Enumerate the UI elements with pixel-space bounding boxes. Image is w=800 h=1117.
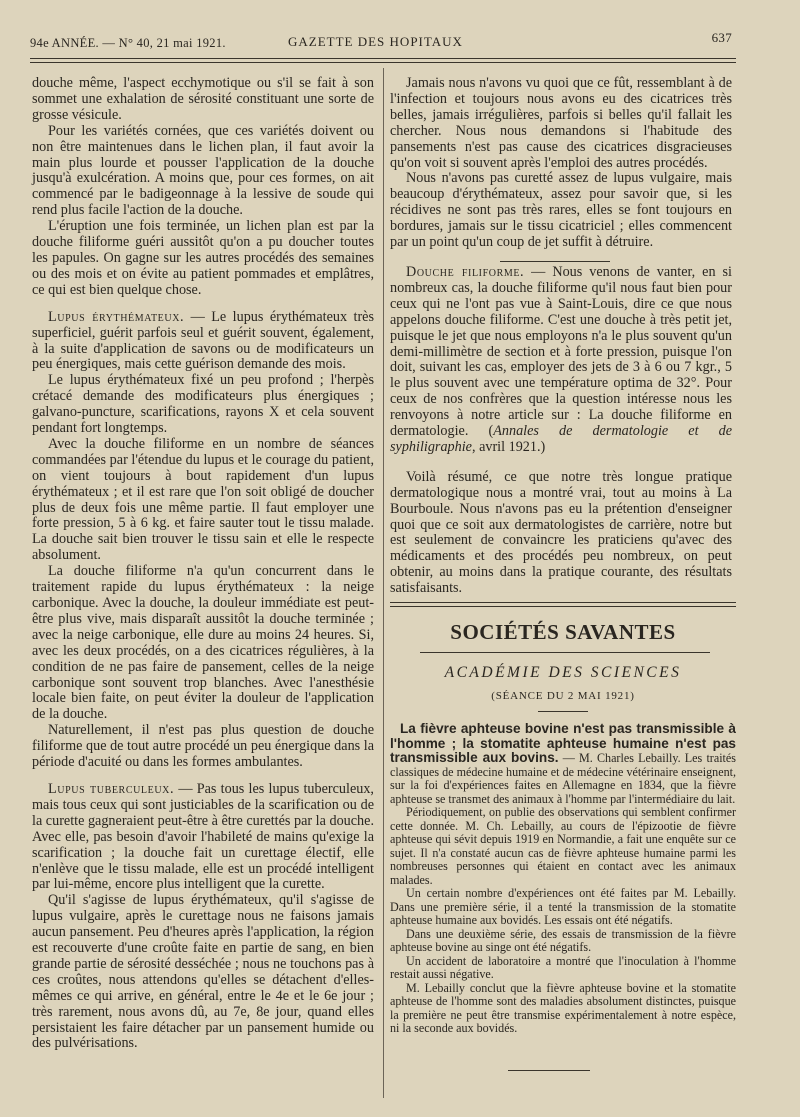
academy-report [390, 722, 736, 1036]
header-rule [30, 58, 736, 59]
paragraph: Un certain nombre d'expériences ont été faites par M. Lebailly. Dans une première série, il a tenté la transmission de la stomatite aphteuse humaine aux bovidés. Les essais ont été négatifs. [390, 886, 736, 927]
report-title: La fièvre aphteuse bovine n'est pas transmissible à l'homme ; la stomatite aphteuse humaine n'est pas transmissible aux bovins. [390, 721, 736, 765]
paragraph: Le lupus érythémateux fixé un peu profond ; l'herpès crétacé demande des modificateurs plus énergiques ; galvano-puncture, scarifications, rayons X et cela souvent pendant fort longtemps. [32, 372, 374, 437]
paragraph: Périodiquement, on publie des observations qui semblent confirmer cette donnée. M. Ch. Lebailly, au cours de l'épizootie de fièvre aphteuse qui sévit depuis 1919 en Normandie, a fait une enquête sur ce sujet. Il n'a constaté aucun cas de fièvre aphteuse humaine parmi les nombreuses personnes qui étaient en contact avec les animaux malades. [390, 805, 736, 887]
paragraph: Jamais nous n'avons vu quoi que ce fût, ressemblant à de l'infection et toujours nous avons eu des cicatrices très belles, jamais irrégulières, parfois si belles qu'il fallait les chercher. Nous nous demandons si l'habitude des pansements n'est pas cause des cicatrices disgracieuses qu'on voit si souvent après l'emploi des autres procédés. [390, 75, 732, 171]
academy-title: ACADÉMIE DES SCIENCES [444, 664, 682, 681]
report-text: — M. Charles Lebailly. Les traités classiques de médecine humaine et de médecine vétérinaire enseignent, sur la foi d'expériences faites en Allemagne en 1834, que la fièvre aphteuse se transmet des animaux à l'homme par l'intermédiaire du lait. [390, 751, 736, 806]
separator [500, 261, 610, 262]
paragraph: Un accident de laboratoire a montré que l'inoculation à l'homme restait aussi négative. [390, 953, 736, 981]
section-lupus-erythemateux [32, 310, 374, 374]
section-heading: Lupus érythémateux. [48, 308, 185, 325]
paragraph: La douche filiforme n'a qu'un concurrent dans le traitement rapide du lupus érythémateux : la neige carbonique. Avec la douche, la douleur immédiate est peut-être plus vive, mais disparaît aussitôt la douche terminée ; avec la neige carbonique, elle dure au moins 24 heures. Si, avec les deux procédés, on a des cicatrices régulières, à la condition de ne pas faire de pansement, celles de la neige carbonique sont souvent trop blanches. Avec l'anesthésie locale bien faite, on peut éviter la douleur de l'application de la douche. [32, 563, 374, 723]
citation-date: , avril 1921.) [471, 438, 546, 455]
paragraph: L'éruption une fois terminée, un lichen plan est par la douche filiforme guéri aussitôt qu'on a pu doucher toutes les papules. On gagne sur les autres procédés des semaines ou des mois et on évite au patient pommades et emplâtres, ce qui est bien quelque chose. [32, 218, 374, 298]
right-column [390, 76, 732, 597]
paragraph: Dans une deuxième série, des essais de transmission de la fièvre aphteuse bovine au singe ont été négatifs. [390, 926, 736, 954]
section-title: SOCIÉTÉS SAVANTES [450, 620, 676, 644]
paragraph: Naturellement, il n'est pas plus question de douche filiforme que de tout autre procédé un peu énergique dans la période d'acuité ou dans les formes ambulantes. [32, 722, 374, 771]
paragraph: douche même, l'aspect ecchymotique ou s'il se fait à son sommet une exhalation de sérosité constituant une sorte de grosse vésicule. [32, 75, 374, 123]
issue-info: 94e ANNÉE. — N° 40, 21 mai 1921. [30, 36, 226, 50]
title-underline [420, 652, 710, 653]
left-column [32, 76, 374, 1052]
section-heading: Douche filiforme. [406, 263, 525, 280]
separator [538, 711, 588, 712]
separator [508, 1070, 590, 1071]
paragraph: Qu'il s'agisse de lupus érythémateux, qu'il s'agisse de lupus vulgaire, après le curettage nous ne faisons jamais aucun pansement. Peu d'heures après l'application, la région est recouverte d'une croûte faite en partie de sang, en bien grande partie de sérosité desséchée ; nous ne touchons pas à ces croûtes, nous attendons qu'elles se détachent d'elles-mêmes ce qui arrive, en général, entre le 4e et le 6e jour ; très rarement, nous avons dû, au 7e, 8e jour, quand elles persistaient les faire détacher par un pansement humide ou des pulvérisations. [32, 892, 374, 1052]
paragraph: Avec la douche filiforme en un nombre de séances commandées par l'étendue du lupus et le courage du patient, on vient toujours à bout rapidement d'un lupus érythémateux ; et il est rare que l'on soit obligé de doucher plus de deux fois une même partie. Il faut employer une forte pression, 5 à 6 kg. et faire sauter tout le tissu malade. La douche sait bien trouver le tissu sain et elle le respecte absolument. [32, 435, 374, 564]
column-divider [383, 68, 384, 1098]
section-heading: Lupus tuberculeux. [48, 780, 175, 797]
section-douche-filiforme [390, 265, 732, 456]
section-lupus-tuberculeux [32, 782, 374, 893]
paragraph: M. Lebailly conclut que la fièvre aphteuse bovine et la stomatite aphteuse de l'homme sont des maladies absolument distinctes, puisque la première ne peut être transmise expérimentalement à notre espèce, ni la seconde aux bovidés. [390, 980, 736, 1035]
section-rule-double [390, 606, 736, 607]
paragraph-text: — Pas tous les lupus tuberculeux, mais tous ceux qui sont justiciables de la scarification ou de la curette gagneraient peut-être à être curettés par la douche. Avec elle, pas besoin d'avoir l'habileté de mains qu'exige la scarification ; la douche fait un curettage électif, elle n'enlève que le tissu malade, elle est un procédé intelligent par lui-même, encore plus intelligent que la curette. [32, 780, 374, 893]
report-lead [390, 722, 736, 806]
paragraph: Nous n'avons pas curetté assez de lupus vulgaire, mais beaucoup d'érythémateux, assez pour savoir que, si les récidives ne sont pas très rares, elles se font toujours en bordures, jamais sur le tissu cicatriciel ; elles commencent par un point qu'un coup de jet suffit à détruire. [390, 170, 732, 251]
session-date: (SÉANCE DU 2 MAI 1921) [491, 690, 635, 702]
page-number: 637 [711, 30, 732, 45]
paragraph-text: — Le lupus érythémateux très superficiel, guérit parfois seul et guérit souvent, également, à la suite d'application de savons ou de modificateurs un peu énergiques, mais cette guérison demande des mois. [32, 308, 375, 373]
paragraph-text: — Nous venons de vanter, en si nombreux cas, la douche filiforme qu'il nous faut bien pour ceux qui ne l'ont pas vue à Saint-Louis, dire ce que nous appelons douche filiforme. C'est une douche à très petit jet, puisque le jet que nous employons n'a le plus souvent qu'un demi-millimètre de section et à forte pression, puisque l'on doit, suivant les cas, employer des jets de 3 à 6 ou 7 kgr., 5 le plus souvent avec une température optima de 32°. Pour ceux de nos confrères que la question intéresse nous les renvoyons à notre article sur : La douche filiforme en dermatologie. ( [390, 263, 732, 440]
header-rule-double [30, 62, 736, 63]
section-rule [390, 602, 736, 603]
paragraph: Pour les variétés cornées, que ces variétés doivent ou non être maintenues dans le lichen plan, il faut avoir la main plus lourde et pousser l'application de la douche jusqu'à exulcération. A moins que, pour ces formes, on ait commencé par le badigeonnage à la lessive de soude qui rend plus facile l'action de la douche. [32, 122, 374, 219]
page-header [30, 30, 730, 52]
citation-title: Annales de dermatologie et de syphiligraphie [390, 423, 733, 455]
journal-title: GAZETTE DES HOPITAUX [288, 34, 463, 49]
paragraph: Voilà résumé, ce que notre très longue pratique dermatologique nous a montré vrai, tout au moins à La Bourboule. Nous n'avons pas eu la prétention d'enseigner quoi que ce soit aux dermatologistes de carrière, notre but est seulement de convaincre les praticiens qu'avec des médicaments et des procédés peu nombreux, on peut obtenir, au moins dans la pratique courante, des résultats satisfaisants. [390, 468, 732, 597]
